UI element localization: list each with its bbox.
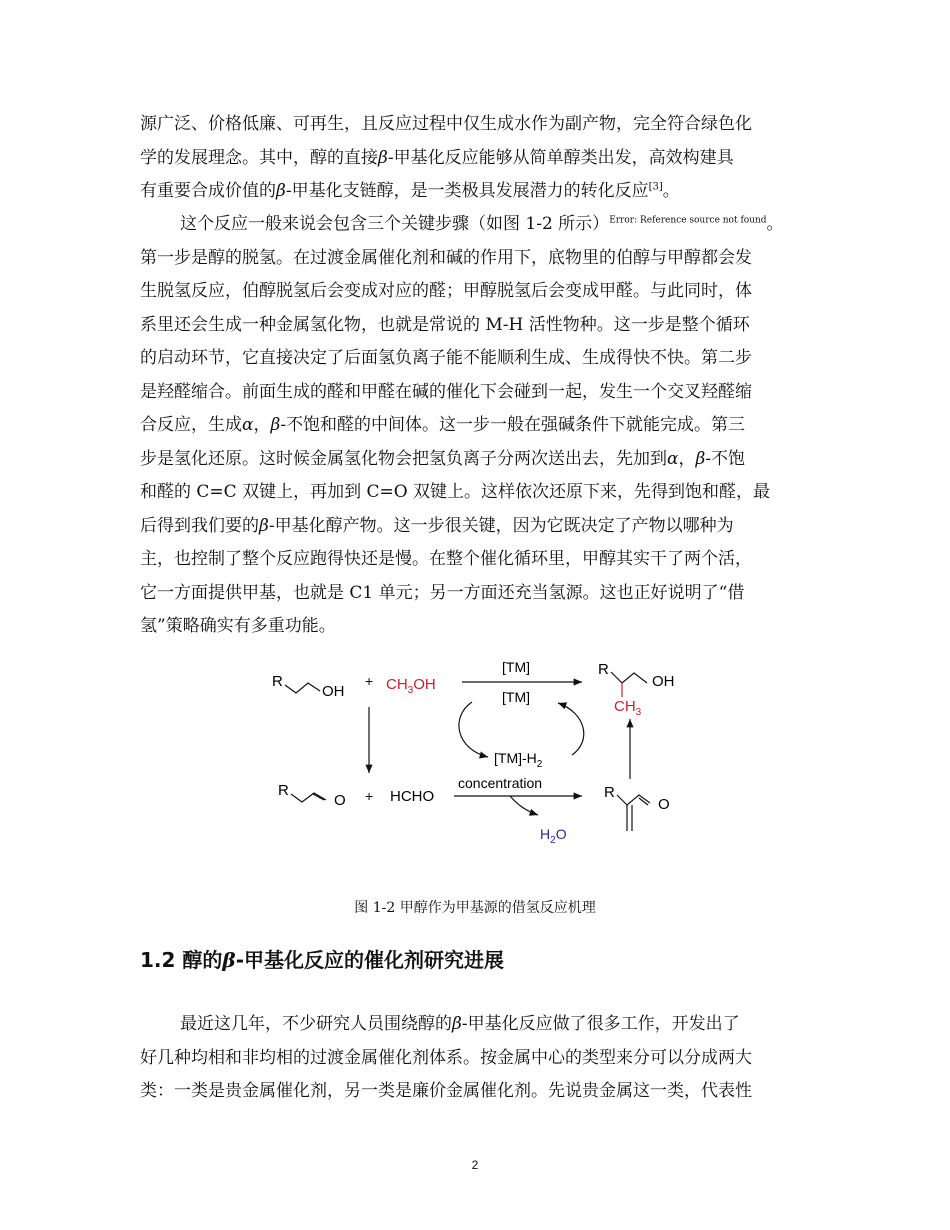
condensation-label: concentration — [458, 775, 543, 791]
reaction-scheme — [270, 655, 690, 855]
text-line: 第一步是醇的脱氢。在过渡金属催化剂和碱的作用下，底物里的伯醇与甲醇都会发 — [140, 247, 752, 268]
section-heading: 1.2 醇的β-甲基化反应的催化剂研究进展 — [140, 948, 504, 972]
figure-caption: 图 1-2 甲醇作为甲基源的借氢反应机理 — [354, 900, 596, 916]
text-line: 氢”策略确实有多重功能。 — [140, 616, 336, 636]
citation-ref[interactable]: [3] — [648, 181, 663, 193]
hydroxyl-label: OH — [652, 673, 675, 690]
paragraph-1 — [140, 108, 812, 209]
text-line: 这个反应一般来说会包含三个关键步骤（如图 1-2 所示）$^{Error: Reference source not found}$。 — [180, 214, 784, 234]
text-line: 最近这几年，不少研究人员围绕醇的β-甲基化反应做了很多工作，开发出了 — [180, 1014, 740, 1034]
text-line: 好几种均相和非均相的过渡金属催化剂体系。按金属中心的类型来分可以分成两大 — [140, 1047, 752, 1068]
text-line: 有重要合成价值的β-甲基化支链醇，是一类极具发展潜力的转化反应[3]。 — [140, 181, 680, 201]
text-line: 系里还会生成一种金属氢化物，也就是常说的 M-H 活性物种。这一步是整个循环 — [140, 314, 750, 335]
text-line: 源广泛、价格低廉、可再生，且反应过程中仅生成水作为副产物，完全符合绿色化 — [140, 114, 752, 134]
paragraph-3 — [140, 1008, 812, 1109]
page-number: 2 — [471, 1158, 479, 1172]
text-line: 的启动环节，它直接决定了后面氢负离子能不能顺利生成、生成得快不快。第二步 — [140, 348, 752, 368]
water-label: $H_2O$ — [540, 826, 567, 846]
text-line: 学的发展理念。其中，醇的直接β-甲基化反应能够从简单醇类出发，高效构建具 — [140, 147, 734, 168]
cycle-arrow-left — [459, 702, 488, 757]
plus-sign: + — [365, 788, 374, 804]
methanol-label: $CH_3OH$ — [386, 676, 436, 696]
catalyst-label-top: [TM] — [502, 659, 530, 675]
text-line: 和醛的 C=C 双键上，再加到 C=O 双键上。这样依次还原下来，先得到饱和醛，最 — [140, 482, 771, 502]
hydroxyl-label: OH — [322, 683, 345, 700]
paragraph-2 — [140, 208, 812, 644]
reference-error: Error: Reference source not found — [609, 215, 767, 226]
text-line: 是羟醛缩合。前面生成的醛和甲醛在碱的催化下会碰到一起，发生一个交叉羟醛缩 — [140, 381, 752, 402]
text-line: 主，也控制了整个反应跑得快还是慢。在整个催化循环里，甲醇其实干了两个活， — [140, 549, 752, 569]
primary-alcohol-structure — [272, 673, 345, 700]
oxygen-label: O — [658, 796, 670, 813]
oxygen-label: O — [334, 792, 346, 809]
cycle-arrow-right — [558, 703, 584, 755]
r-group-label: R — [272, 673, 283, 690]
aldehyde-structure — [278, 782, 346, 809]
text-line: 步是氢化还原。这时候金属氢化物会把氢负离子分两次送出去，先加到α，β-不饱 — [140, 448, 746, 469]
r-group-label: R — [278, 782, 289, 799]
metal-hydride-label: $[TM]-H_2$ — [494, 750, 543, 770]
text-line: 合反应，生成α，β-不饱和醛的中间体。这一步一般在强碱条件下就能完成。第三 — [140, 415, 746, 435]
text-line: 生脱氢反应，伯醇脱氢后会变成对应的醛；甲醇脱氢后会变成甲醛。与此同时，体 — [140, 281, 752, 301]
r-group-label: R — [598, 661, 609, 678]
text-line: 后得到我们要的β-甲基化醇产物。这一步很关键，因为它既决定了产物以哪种为 — [140, 515, 734, 536]
catalyst-label-cycle: [TM] — [502, 689, 530, 705]
unsaturated-aldehyde-structure — [604, 784, 670, 831]
text-line: 它一方面提供甲基，也就是 C1 单元；另一方面还充当氢源。这也正好说明了“借 — [140, 582, 745, 603]
formaldehyde-label: HCHO — [390, 788, 435, 805]
text-line: 类：一类是贵金属催化剂，另一类是廉价金属催化剂。先说贵金属这一类，代表性 — [140, 1081, 752, 1101]
water-elimination-arrow — [510, 796, 538, 815]
methyl-label: $CH_3$ — [614, 698, 642, 718]
methylated-alcohol-structure — [598, 661, 675, 718]
plus-sign: + — [365, 673, 374, 689]
r-group-label: R — [604, 784, 615, 801]
